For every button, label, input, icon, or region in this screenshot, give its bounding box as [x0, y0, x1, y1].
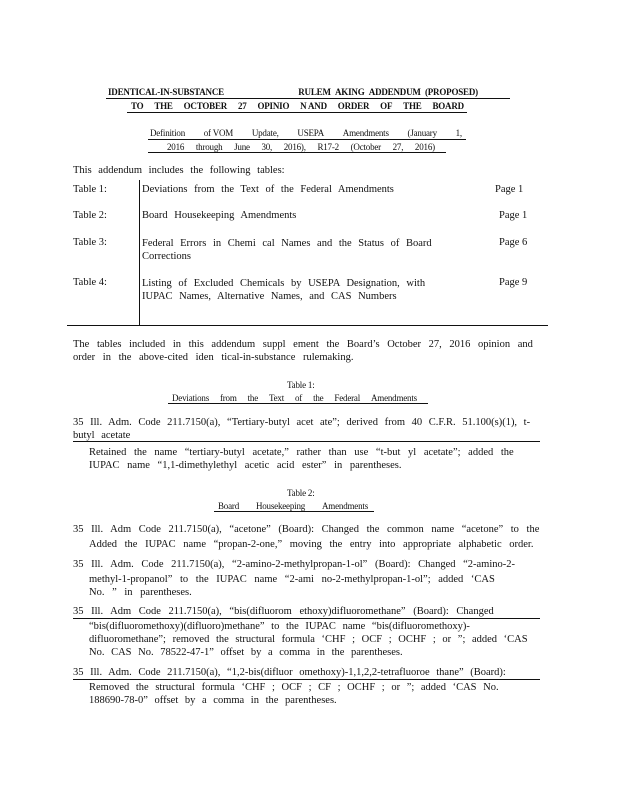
- table2-entry-head: 35 Ill. Adm Code 211.7150(a), “bis(difluorom ethoxy)difluoromethane” (Board): Changed: [73, 606, 494, 617]
- header-word: AKING: [335, 87, 365, 97]
- toc-description: Federal Errors in Chemi cal Names and the Status of Board Corrections: [142, 238, 432, 262]
- intro-text: This addendum includes the following tables:: [73, 165, 285, 176]
- table2-title: Table 2:: [287, 488, 315, 498]
- table2-entry-body: Removed the structural formula ‘CHF ; OCF ; CF ; OCHF ; or ”; added ‘CAS No. 188690-78-0” offset by a comma in the parentheses.: [89, 682, 499, 706]
- subheader-word: R17-2: [317, 142, 339, 152]
- subheader-word: through: [195, 142, 223, 152]
- table2-entry-body: methyl-1-propanol” to the IUPAC name “2-ami no-2-methylpropan-1-ol”; added ‘CAS No. ” in parentheses.: [89, 574, 495, 598]
- header-word: THE: [403, 101, 422, 111]
- header-line-2: [131, 101, 464, 111]
- subheader-word: of VOM: [203, 128, 234, 138]
- entry-rule: [73, 441, 540, 442]
- entry-rule: [73, 679, 540, 680]
- toc-description: Deviations from the Text of the Federal Amendments: [142, 184, 394, 195]
- toc-table-label: Table 4:: [73, 277, 107, 288]
- subheader-word: Definition: [150, 128, 185, 138]
- table2-entry-head: 35 Ill. Adm Code 211.7150(a), “acetone” (Board): Changed the common name “acetone” to the: [73, 524, 540, 535]
- subheader-rule-2: [148, 152, 446, 153]
- header-line-1: [108, 87, 478, 97]
- subheader-word: 1,: [455, 128, 462, 138]
- header-word: ADDENDUM: [368, 87, 421, 97]
- toc-divider: [139, 180, 140, 325]
- header-rule-2: [127, 112, 467, 113]
- subtitle-word: of: [295, 393, 303, 403]
- subheader-word: 30,: [261, 142, 273, 152]
- header-word: N AND: [300, 101, 327, 111]
- subheader-word: Amendments: [342, 128, 389, 138]
- subheader-word: Update,: [251, 128, 279, 138]
- subtitle-word: the: [313, 393, 324, 403]
- toc-table-label: Table 3:: [73, 237, 107, 248]
- intro-paragraph: The tables included in this addendum suppl ement the Board’s October 27, 2016 opinion and order in the above-cited iden tical-in-substance rulemaking.: [73, 339, 533, 363]
- toc-page: Page 6: [499, 237, 528, 248]
- header-word: THE: [154, 101, 173, 111]
- toc-bottom-rule: [67, 325, 548, 326]
- subheader-word: 2016): [414, 142, 435, 152]
- table2-entry-head: 35 Ill. Adm. Code 211.7150(a), “1,2-bis(difluor omethoxy)-1,1,2,2-tetrafluoroe thane” (Board):: [73, 667, 506, 678]
- subtitle-word: Federal: [334, 393, 361, 403]
- subtitle-word: Text: [268, 393, 285, 403]
- subheader-word: (October: [350, 142, 381, 152]
- table1-subtitle: [172, 393, 417, 403]
- header-word: IDENTICAL-IN-SUBSTANCE: [108, 87, 224, 97]
- header-word: OPINIO: [257, 101, 290, 111]
- subheader-word: 2016),: [283, 142, 306, 152]
- header-word: BOARD: [432, 101, 464, 111]
- header-word: ORDER: [337, 101, 370, 111]
- toc-table-label: Table 2:: [73, 210, 107, 221]
- table2-rule: [214, 511, 374, 512]
- subheader-line-1: [150, 128, 462, 138]
- table2-entry-body: Added the IUPAC name “propan-2-one,” moving the entry into appropriate alphabetic order.: [89, 539, 534, 550]
- table2-subtitle: [218, 501, 368, 511]
- table1-rule: [168, 403, 428, 404]
- toc-description: Board Housekeeping Amendments: [142, 210, 297, 221]
- subheader-word: June: [234, 142, 250, 152]
- table1-entry-head: 35 Ill. Adm. Code 211.7150(a), “Tertiary-butyl acet ate”; derived from 40 C.F.R. 51.100(s)(1), t-butyl acetate: [73, 417, 531, 441]
- subtitle-word: from: [219, 393, 237, 403]
- header-word: OF: [380, 101, 393, 111]
- toc-description: Listing of Excluded Chemicals by USEPA Designation, with IUPAC Names, Alternative Names, and CAS Numbers: [142, 278, 426, 302]
- subheader-line-2: [167, 142, 435, 152]
- subtitle-word: Amendments: [370, 393, 417, 403]
- subheader-word: 27,: [392, 142, 404, 152]
- header-word: RULEM: [298, 87, 331, 97]
- subtitle-word: Amendments: [322, 501, 368, 511]
- toc-table-label: Table 1:: [73, 184, 107, 195]
- subheader-rule-1: [148, 139, 466, 140]
- table2-entry-body: “bis(difluoromethoxy)(difluoro)methane” to the IUPAC name “bis(difluoromethoxy)-difluoromethane”; removed the structural formula ‘CHF ; OCF ; OCHF ; or ”; added ‘CAS No. CAS No. 78522-47-1” offset by a comma in the parentheses.: [89, 621, 528, 658]
- toc-page: Page 1: [499, 210, 528, 221]
- subheader-word: 2016: [167, 142, 185, 152]
- header-rule-1: [106, 98, 510, 99]
- subtitle-word: the: [247, 393, 259, 403]
- subheader-word: USEPA: [297, 128, 325, 138]
- entry-rule: [73, 618, 540, 619]
- header-word: 27: [237, 101, 247, 111]
- header-word: (PROPOSED): [424, 87, 478, 97]
- table1-title: Table 1:: [287, 380, 315, 390]
- subtitle-word: Housekeeping: [255, 501, 306, 511]
- subtitle-word: Board: [218, 501, 239, 511]
- subtitle-word: Deviations: [172, 393, 209, 403]
- table1-entry-body: Retained the name “tertiary-butyl acetate,” rather than use “t-but yl acetate”; added the IUPAC name “1,1-dimethylethyl acetic acid ester” in parentheses.: [89, 447, 514, 471]
- toc-page: Page 9: [499, 277, 528, 288]
- header-word: TO: [131, 101, 144, 111]
- toc-page: Page 1: [495, 184, 524, 195]
- subheader-word: (January: [407, 128, 437, 138]
- table2-entry-head: 35 Ill. Adm. Code 211.7150(a), “2-amino-2-methylpropan-1-ol” (Board): Changed “2-amino-2-: [73, 559, 516, 570]
- header-word: OCTOBER: [183, 101, 228, 111]
